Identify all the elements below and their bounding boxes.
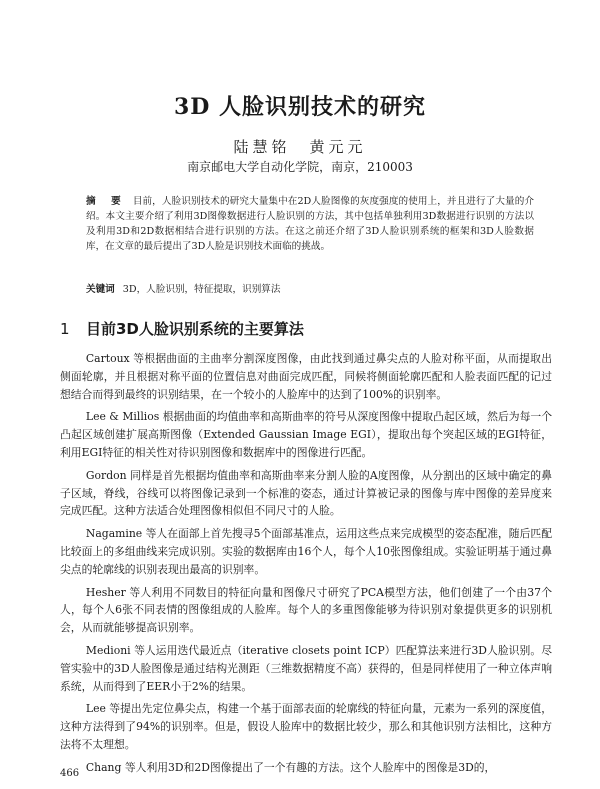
paragraph-hesher: Hesher 等人利用不同数目的特征向量和图像尺寸研究了PCA模型方法，他们创建了一个由37个人，每个人6张不同表情的图像组成的人脸库。每个人的多重图像能够为待识别对象提供更多的识别机会，从而就能够提高识别率。	[60, 585, 552, 635]
paragraph-lee-millios: Lee & Millios 根据曲面的均值曲率和高斯曲率的符号从深度图像中提取凸起区域，然后为每一个凸起区域创建扩展高斯图像（Extended Gaussian Image EGI），提取出每个突起区域的EGI特征，利用EGI特征的相关性对待识别图像和数据库中的图像进行匹配。	[60, 410, 552, 459]
paragraph-medioni: Medioni 等人运用迭代最近点（iterative closets point ICP）匹配算法来进行3D人脸识别。尽管实验中的3D人脸图像是通过结构光测距（三维数据精度不高）获得的，但是同样使用了一种立体声响系统，从而得到了EER小于2%的结果。	[60, 643, 552, 693]
paper-authors: 陆慧铭 黄元元	[233, 138, 367, 156]
paragraph-gordon: Gordon 同样是首先根据均值曲率和高斯曲率来分割人脸的A度图像，从分割出的区域中确定的鼻子区域，脊线，谷线可以将图像记录到一个标准的姿态，通过计算被记录的图像与库中图像的差异度来完成匹配。这种方法适合处理图像相似但不同尺寸的人脸。	[60, 468, 552, 518]
page-number: 466	[60, 768, 80, 779]
abstract-block	[86, 194, 534, 254]
body-text	[60, 350, 552, 782]
paper-title: 3D 人脸识别技术的研究	[173, 94, 427, 120]
keywords-block	[86, 282, 534, 297]
paper-affiliation: 南京邮电大学自动化学院，南京，210003	[187, 160, 413, 174]
section-title: 目前3D人脸识别系统的主要算法	[86, 320, 304, 338]
keywords-label: 关键词	[86, 284, 115, 295]
keywords-text: 3D，人脸识别，特征提取，识别算法	[122, 284, 281, 295]
paragraph-nagamine: Nagamine 等人在面部上首先搜寻5个面部基准点，运用这些点来完成模型的姿态配准，随后匹配比较面上的多组曲线来完成识别。实验的数据库由16个人，每个人10张图像组成。实验证明基于通过鼻尖点的轮廓线的识别表现出最高的识别率。	[60, 527, 552, 576]
abstract-text: 目前，人脸识别技术的研究大量集中在2D人脸图像的灰度强度的使用上，并且进行了大量的介绍。本文主要介绍了利用3D图像数据进行人脸识别的方法，其中包括单独利用3D数据进行识别的方法以及利用3D和2D数据相结合进行识别的方法。在这之前还介绍了3D人脸识别系统的框架和3D人脸数据库，在文章的最后提出了3D人脸是识别技术面临的挑战。	[86, 196, 535, 252]
paragraph-cartoux: Cartoux 等根据曲面的主曲率分割深度图像，由此找到通过鼻尖点的人脸对称平面，从而提取出侧面轮廓，并且根据对称平面的位置信息对曲面完成匹配，同候将侧面轮廓匹配和人脸表面匹配的记过想结合而得到最终的识别结果，在一个较小的人脸库中的达到了100%的识别率。	[60, 352, 552, 401]
section-number: 1	[60, 320, 70, 338]
paragraph-lee: Lee 等提出先定位鼻尖点，构建一个基于面部表面的轮廓线的特征向量，元素为一系列的深度值，这种方法得到了94%的识别率。但是，假设人脸库中的数据比较少，那么和其他识别方法相比，这种方法将不太理想。	[60, 702, 552, 751]
paragraph-chang: Chang 等人利用3D和2D图像提出了一个有趣的方法。这个人脸库中的图像是3D的，	[85, 760, 496, 774]
section-heading	[60, 318, 540, 339]
abstract-label: 摘 要	[86, 196, 127, 207]
